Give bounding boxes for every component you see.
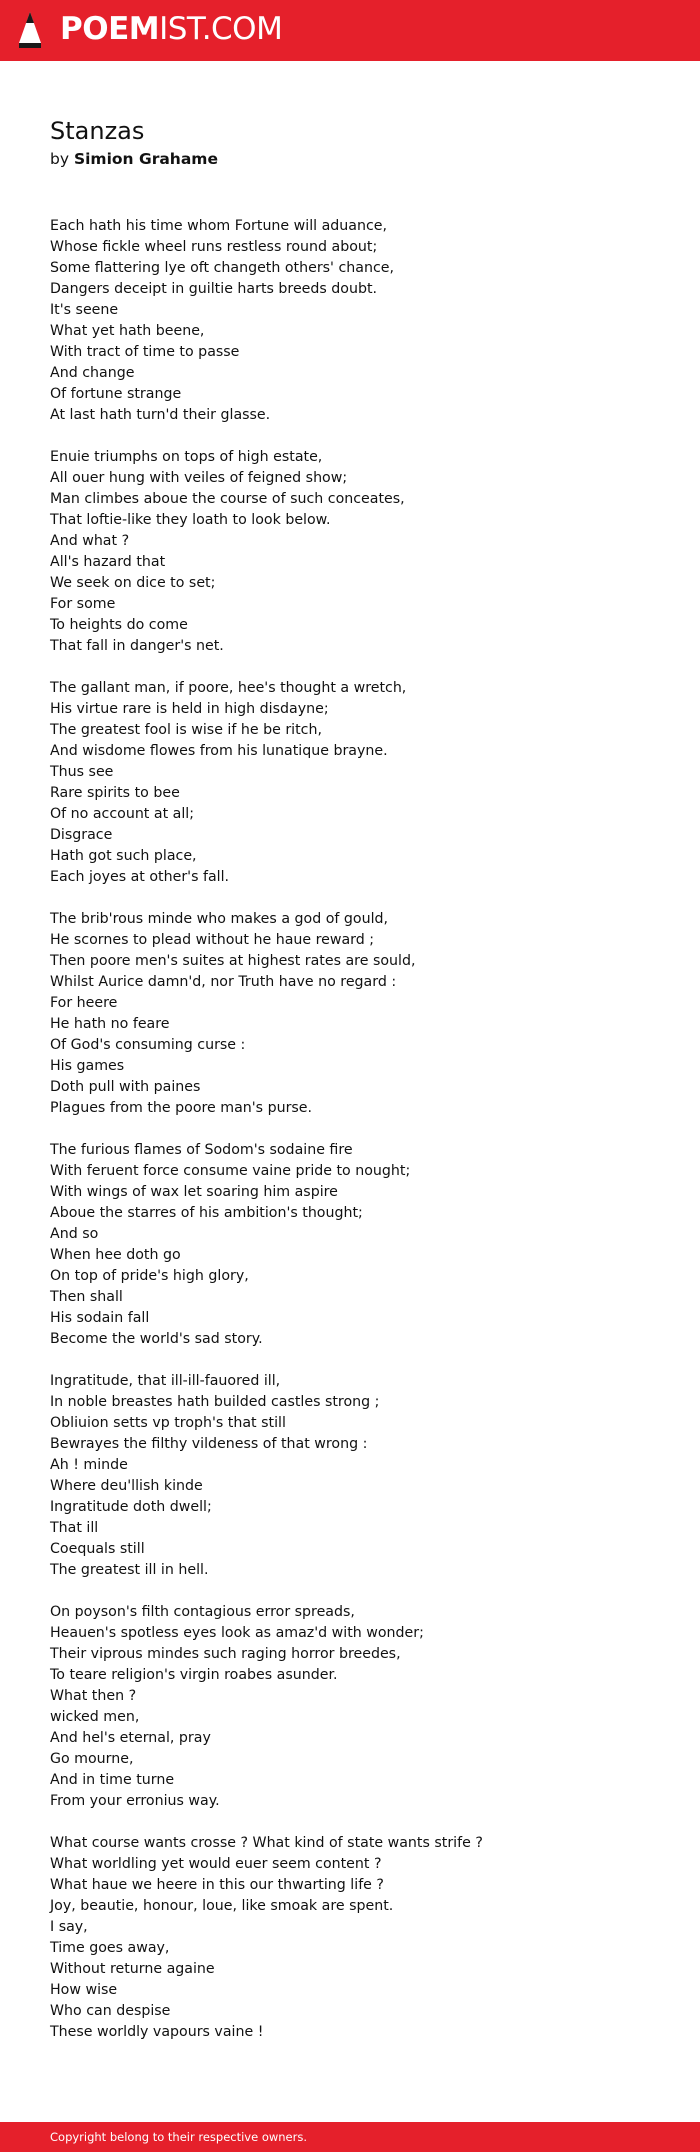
pen-nib-icon (17, 10, 43, 50)
poem-line: To teare religion's virgin roabes asunder. (50, 1667, 338, 1683)
poem-line: These worldly vapours vaine ! (50, 2024, 264, 2040)
poem-stanza (50, 909, 650, 1119)
poem-line: The greatest fool is wise if he be ritch, (50, 722, 322, 738)
poem-line: The gallant man, if poore, hee's thought a wretch, (50, 680, 407, 696)
poem-line: Whose fickle wheel runs restless round about; (50, 239, 378, 255)
poem-content (50, 116, 650, 2064)
poem-line: All ouer hung with veiles of feigned show; (50, 470, 348, 486)
poem-line: And wisdome flowes from his lunatique brayne. (50, 743, 388, 759)
poem-line: What course wants crosse ? What kind of state wants strife ? (50, 1835, 483, 1851)
poem-line: When hee doth go (50, 1247, 181, 1263)
poem-line: Whilst Aurice damn'd, nor Truth have no regard : (50, 974, 397, 990)
poem-line: Rare spirits to bee (50, 785, 180, 801)
poem-line: Ingratitude, that ill-ill-fauored ill, (50, 1373, 281, 1389)
poem-line: It's seene (50, 302, 119, 318)
poem-line: Hath got such place, (50, 848, 197, 864)
poem-line: Thus see (50, 764, 114, 780)
poem-line: Enuie triumphs on tops of high estate, (50, 449, 323, 465)
poem-line: Without returne againe (50, 1961, 215, 1977)
poem-line: That fall in danger's net. (50, 638, 224, 654)
poem-line: With tract of time to passe (50, 344, 240, 360)
site-logo-link[interactable] (60, 9, 282, 49)
poem-line: And in time turne (50, 1772, 175, 1788)
poem-line: Of no account at all; (50, 806, 195, 822)
poem-line: And hel's eternal, pray (50, 1730, 211, 1746)
site-footer (0, 2122, 700, 2152)
poem-stanza (50, 678, 650, 888)
poem-line: Dangers deceipt in guiltie harts breeds doubt. (50, 281, 378, 297)
poem-stanza (50, 1140, 650, 1350)
poem-line: With wings of wax let soaring him aspire (50, 1184, 338, 1200)
poem-line: Their viprous mindes such raging horror breedes, (50, 1646, 401, 1662)
poem-line: Joy, beautie, honour, loue, like smoak are spent. (50, 1898, 394, 1914)
poem-line: Some flattering lye oft changeth others' chance, (50, 260, 394, 276)
poem-line: What yet hath beene, (50, 323, 205, 339)
poem-line: All's hazard that (50, 554, 166, 570)
poem-line: For some (50, 596, 116, 612)
poem-line: Each hath his time whom Fortune will aduance, (50, 218, 388, 234)
poem-line: Heauen's spotless eyes look as amaz'd with wonder; (50, 1625, 424, 1641)
poem-line: He scornes to plead without he haue reward ; (50, 932, 375, 948)
poem-stanza (50, 216, 650, 426)
poem-line: What then ? (50, 1688, 137, 1704)
poem-line: Obliuion setts vp troph's that still (50, 1415, 286, 1431)
poem-line: The furious flames of Sodom's sodaine fire (50, 1142, 353, 1158)
poem-line: What haue we heere in this our thwarting life ? (50, 1877, 384, 1893)
logo-light-text: IST.COM (159, 11, 283, 47)
poem-line: Who can despise (50, 2003, 171, 2019)
poem-line: At last hath turn'd their glasse. (50, 407, 271, 423)
poem-line: Where deu'llish kinde (50, 1478, 203, 1494)
poem-line: Of fortune strange (50, 386, 182, 402)
poem-line: We seek on dice to set; (50, 575, 216, 591)
poem-line: And what ? (50, 533, 130, 549)
by-label: by (50, 150, 70, 168)
poem-line: For heere (50, 995, 118, 1011)
poem-line: His games (50, 1058, 125, 1074)
poem-byline (50, 149, 650, 169)
poem-line: On poyson's filth contagious error spreads, (50, 1604, 355, 1620)
poem-line: And so (50, 1226, 99, 1242)
poem-line: Doth pull with paines (50, 1079, 201, 1095)
poem-line: The brib'rous minde who makes a god of gould, (50, 911, 389, 927)
poem-line: And change (50, 365, 135, 381)
poem-line: In noble breastes hath builded castles strong ; (50, 1394, 380, 1410)
poem-line: Disgrace (50, 827, 113, 843)
poem-line: Then shall (50, 1289, 123, 1305)
poem-line: Aboue the starres of his ambition's thought; (50, 1205, 363, 1221)
poem-line: Go mourne, (50, 1751, 134, 1767)
poem-line: Then poore men's suites at highest rates are sould, (50, 953, 416, 969)
poem-line: Time goes away, (50, 1940, 170, 1956)
poem-line: Ingratitude doth dwell; (50, 1499, 212, 1515)
poem-stanza (50, 447, 650, 657)
poem-line: On top of pride's high glory, (50, 1268, 249, 1284)
copyright-text: Copyright belong to their respective owners. (50, 2130, 308, 2144)
poem-stanza (50, 1833, 650, 2043)
poem-line: From your erronius way. (50, 1793, 220, 1809)
poem-stanza (50, 1602, 650, 1812)
poem-line: With feruent force consume vaine pride to nought; (50, 1163, 411, 1179)
poem-line: He hath no feare (50, 1016, 170, 1032)
poem-line: Ah ! minde (50, 1457, 128, 1473)
poem-line: That ill (50, 1520, 99, 1536)
poem-stanza (50, 1371, 650, 1581)
logo-bold-text: POEM (60, 11, 160, 47)
poem-line: How wise (50, 1982, 118, 1998)
poem-line: Bewrayes the filthy vildeness of that wrong : (50, 1436, 368, 1452)
poem-line: His virtue rare is held in high disdayne; (50, 701, 329, 717)
poem-line: Plagues from the poore man's purse. (50, 1100, 313, 1116)
poem-line: Each joyes at other's fall. (50, 869, 230, 885)
poem-line: What worldling yet would euer seem content ? (50, 1856, 382, 1872)
poem-line: To heights do come (50, 617, 188, 633)
poem-line: That loftie-like they loath to look below. (50, 512, 331, 528)
poem-line: wicked men, (50, 1709, 140, 1725)
poem-line: Man climbes aboue the course of such conceates, (50, 491, 405, 507)
poem-line: The greatest ill in hell. (50, 1562, 209, 1578)
author-link[interactable]: Simion Grahame (73, 150, 218, 168)
poem-title: Stanzas (50, 117, 145, 145)
site-header (0, 0, 700, 61)
poem-body (50, 216, 650, 2043)
poem-line: Become the world's sad story. (50, 1331, 263, 1347)
poem-line: I say, (50, 1919, 88, 1935)
poem-line: His sodain fall (50, 1310, 150, 1326)
poem-line: Of God's consuming curse : (50, 1037, 246, 1053)
poem-line: Coequals still (50, 1541, 145, 1557)
